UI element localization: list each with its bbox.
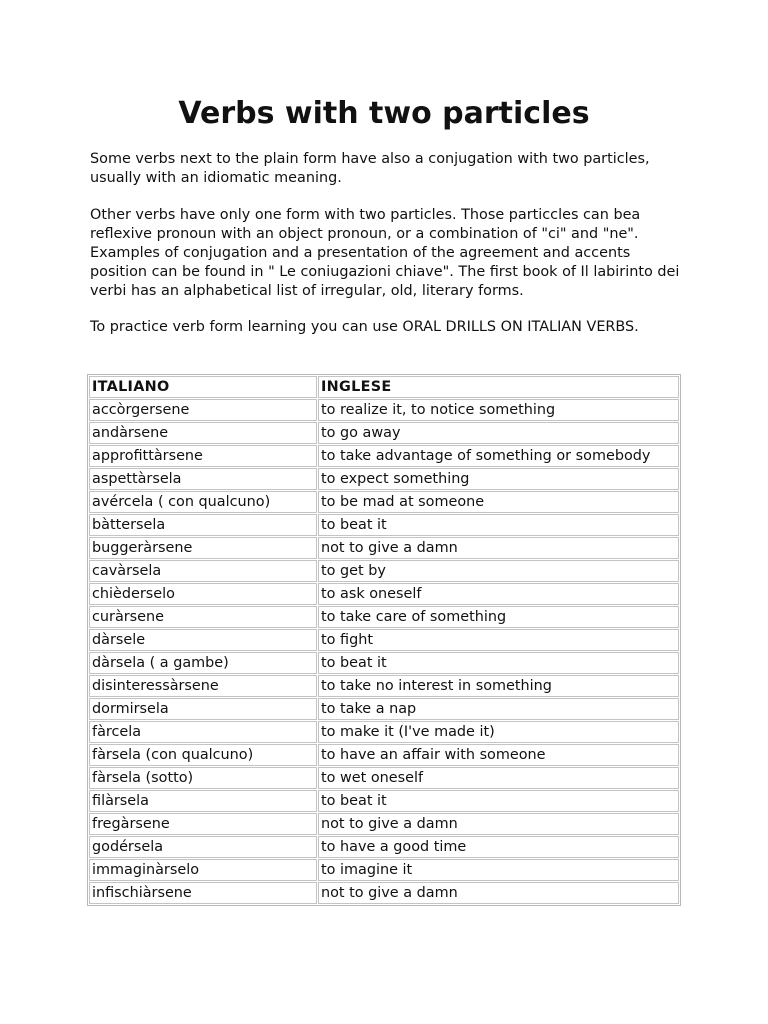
table-row [89, 422, 679, 444]
table-row [89, 675, 679, 697]
italian-verb-cell: accòrgersene [89, 399, 317, 421]
english-meaning-cell: not to give a damn [318, 537, 679, 559]
practice-paragraph: To practice verb form learning you can use ORAL DRILLS ON ITALIAN VERBS. [90, 319, 639, 335]
table-row [89, 790, 679, 812]
english-meaning-cell: to get by [318, 560, 679, 582]
table-row [89, 537, 679, 559]
italian-verb-cell: fàrsela (con qualcuno) [89, 744, 317, 766]
table-row [89, 399, 679, 421]
column-header-inglese: INGLESE [318, 376, 679, 398]
english-meaning-cell: to be mad at someone [318, 491, 679, 513]
italian-verb-cell: fàrcela [89, 721, 317, 743]
italian-verb-cell: bàttersela [89, 514, 317, 536]
english-meaning-cell: to take no interest in something [318, 675, 679, 697]
english-meaning-cell: to take a nap [318, 698, 679, 720]
english-meaning-cell: to make it (I've made it) [318, 721, 679, 743]
italian-verb-cell: fregàrsene [89, 813, 317, 835]
english-meaning-cell: to wet oneself [318, 767, 679, 789]
table-row [89, 652, 679, 674]
english-meaning-cell: to take advantage of something or somebody [318, 445, 679, 467]
english-meaning-cell: not to give a damn [318, 813, 679, 835]
italian-verb-cell: dàrsele [89, 629, 317, 651]
italian-verb-cell: infischiàrsene [89, 882, 317, 904]
english-meaning-cell: to have an affair with someone [318, 744, 679, 766]
english-meaning-cell: to go away [318, 422, 679, 444]
table-row [89, 491, 679, 513]
english-meaning-cell: to take care of something [318, 606, 679, 628]
table-row [89, 744, 679, 766]
italian-verb-cell: approfittàrsene [89, 445, 317, 467]
particles-paragraph: Other verbs have only one form with two particles. Those particcles can bea reflexive pronoun with an object pronoun, or a combination of "ci" and "ne". Examples of conjugation and a presentation of the agreement and accents position can be found in " Le coniugazioni chiave". The first book of Il labirinto dei verbi has an alphabetical list of irregular, old, literary forms. [90, 207, 680, 299]
english-meaning-cell: to beat it [318, 652, 679, 674]
italian-verb-cell: curàrsene [89, 606, 317, 628]
table-row [89, 514, 679, 536]
italian-verb-cell: disinteressàrsene [89, 675, 317, 697]
italian-verb-cell: cavàrsela [89, 560, 317, 582]
table-row [89, 813, 679, 835]
italian-verb-cell: fàrsela (sotto) [89, 767, 317, 789]
english-meaning-cell: to fight [318, 629, 679, 651]
table-row [89, 629, 679, 651]
verbs-table-body [89, 399, 679, 904]
table-row [89, 468, 679, 490]
italian-verb-cell: godérsela [89, 836, 317, 858]
table-row [89, 767, 679, 789]
table-row [89, 836, 679, 858]
table-header-row [89, 376, 679, 398]
italian-verb-cell: filàrsela [89, 790, 317, 812]
english-meaning-cell: to beat it [318, 790, 679, 812]
table-row [89, 560, 679, 582]
column-header-italiano: ITALIANO [89, 376, 317, 398]
italian-verb-cell: immaginàrselo [89, 859, 317, 881]
english-meaning-cell: to ask oneself [318, 583, 679, 605]
table-row [89, 445, 679, 467]
english-meaning-cell: to imagine it [318, 859, 679, 881]
table-row [89, 882, 679, 904]
italian-verb-cell: andàrsene [89, 422, 317, 444]
italian-verb-cell: buggeràrsene [89, 537, 317, 559]
italian-verb-cell: dormirsela [89, 698, 317, 720]
table-row [89, 583, 679, 605]
table-row [89, 606, 679, 628]
english-meaning-cell: to have a good time [318, 836, 679, 858]
table-row [89, 859, 679, 881]
table-row [89, 698, 679, 720]
italian-verb-cell: avércela ( con qualcuno) [89, 491, 317, 513]
english-meaning-cell: to expect something [318, 468, 679, 490]
table-row [89, 721, 679, 743]
intro-paragraph: Some verbs next to the plain form have also a conjugation with two particles, usually with an idiomatic meaning. [90, 151, 650, 186]
italian-verb-cell: chièderselo [89, 583, 317, 605]
english-meaning-cell: not to give a damn [318, 882, 679, 904]
page-title: Verbs with two particles [178, 96, 590, 131]
italian-verb-cell: aspettàrsela [89, 468, 317, 490]
italian-verb-cell: dàrsela ( a gambe) [89, 652, 317, 674]
english-meaning-cell: to realize it, to notice something [318, 399, 679, 421]
english-meaning-cell: to beat it [318, 514, 679, 536]
verbs-table [87, 374, 681, 906]
